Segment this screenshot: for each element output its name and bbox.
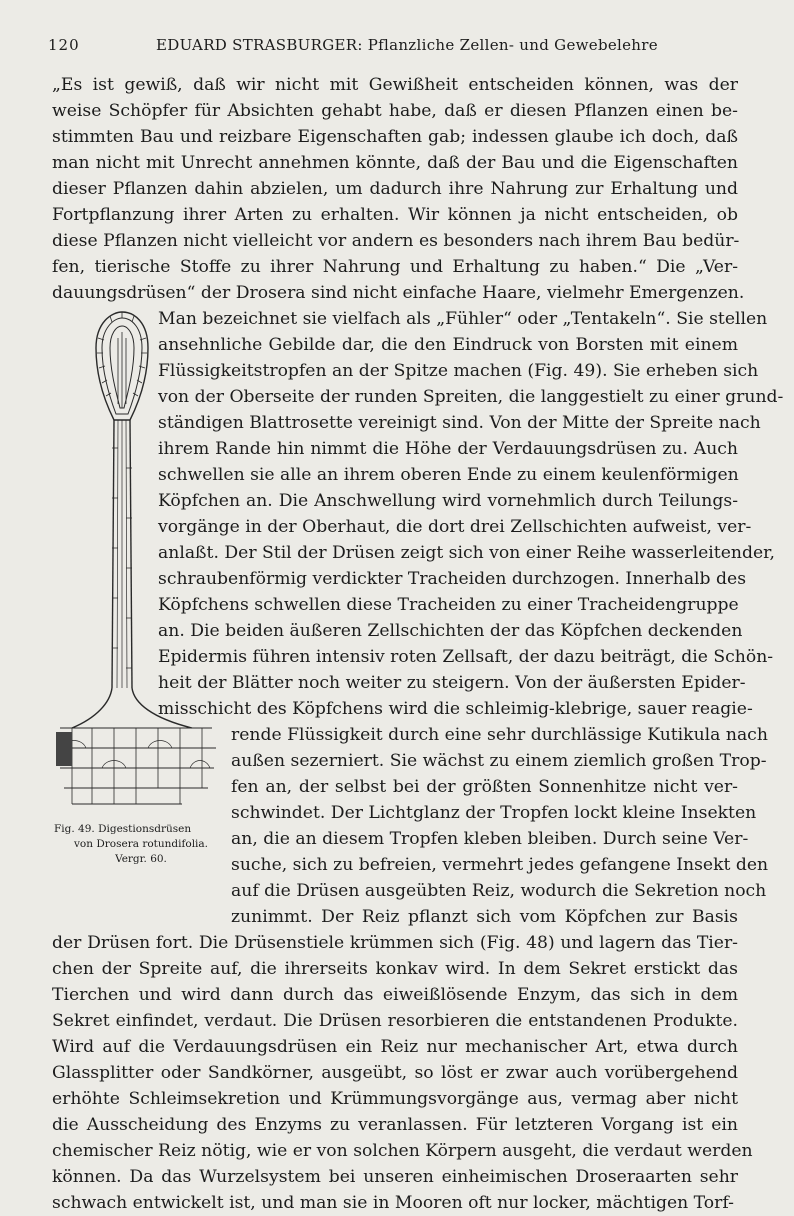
text-line: erhöhte Schleimsekretion und Krümmungsvorgänge aus, vermag aber nicht <box>52 1089 738 1109</box>
caption-line: Vergr. 60. <box>115 853 167 865</box>
text-line: stimmten Bau und reizbare Eigenschaften gab; indessen glaube ich doch, daß <box>52 127 738 147</box>
text-line: fen an, der selbst bei der größten Sonnenhitze nicht ver- <box>231 777 738 797</box>
text-line: Epidermis führen intensiv roten Zellsaft, der dazu beiträgt, die Schön- <box>158 647 774 667</box>
text-line: dauungsdrüsen“ der Drosera sind nicht einfache Haare, vielmehr Emergenzen. <box>52 283 745 303</box>
page-header <box>48 36 746 58</box>
text-line: auf die Drüsen ausgeübten Reiz, wodurch die Sekretion noch <box>231 881 767 901</box>
gland-illustration <box>52 308 228 828</box>
text-line: anlaßt. Der Stil der Drüsen zeigt sich von einer Reihe wasserleitender, <box>158 543 775 563</box>
text-line: schwellen sie alle an ihrem oberen Ende zu einem keulenförmigen <box>158 465 739 485</box>
page-number: 120 <box>48 36 80 54</box>
text-line: Köpfchens schwellen diese Tracheiden zu einer Tracheidengruppe <box>158 595 739 615</box>
text-line: diese Pflanzen nicht vielleicht vor andern es besonders nach ihrem Bau bedür- <box>52 231 740 251</box>
text-line: Wird auf die Verdauungsdrüsen ein Reiz nur mechanischer Art, etwa durch <box>52 1037 738 1057</box>
text-line: Tierchen und wird dann durch das eiweißlösende Enzym, das sich in dem <box>52 985 738 1005</box>
text-line: die Ausscheidung des Enzyms zu veranlassen. Für letzteren Vorgang ist ein <box>52 1115 738 1135</box>
text-line: zunimmt. Der Reiz pflanzt sich vom Köpfchen zur Basis <box>231 907 738 927</box>
text-line: Man bezeichnet sie vielfach als „Fühler“ oder „Tentakeln“. Sie stellen <box>158 309 768 329</box>
text-line: chen der Spreite auf, die ihrerseits konkav wird. In dem Sekret erstickt das <box>52 959 738 979</box>
text-line: an. Die beiden äußeren Zellschichten der das Köpfchen deckenden <box>158 621 743 641</box>
text-line: ansehnliche Gebilde dar, die den Eindruck von Borsten mit einem <box>158 335 738 355</box>
figure-caption <box>54 822 228 867</box>
text-line: von der Oberseite der runden Spreiten, die langgestielt zu einer grund- <box>158 387 784 407</box>
text-line: können. Da das Wurzelsystem bei unseren einheimischen Droseraarten sehr <box>52 1167 738 1187</box>
text-line: „Es ist gewiß, daß wir nicht mit Gewißheit entscheiden können, was der <box>52 75 738 95</box>
text-line: fen, tierische Stoffe zu ihrer Nahrung und Erhaltung zu haben.“ Die „Ver- <box>52 257 738 277</box>
text-line: heit der Blätter noch weiter zu steigern. Von der äußersten Epider- <box>158 673 746 693</box>
text-line: außen sezerniert. Sie wächst zu einem ziemlich großen Trop- <box>231 751 767 771</box>
text-line: an, die an diesem Tropfen kleben bleiben. Durch seine Ver- <box>231 829 749 849</box>
caption-line: von Drosera rotundifolia. <box>73 838 209 850</box>
text-line: misschicht des Köpfchens wird die schleimig-klebrige, sauer reagie- <box>158 699 753 719</box>
text-line: vorgänge in der Oberhaut, die dort drei Zellschichten aufweist, ver- <box>158 517 752 537</box>
text-line: Sekret einfindet, verdaut. Die Drüsen resorbieren die entstandenen Produkte. <box>52 1011 738 1031</box>
text-line: dieser Pflanzen dahin abzielen, um dadurch ihre Nahrung zur Erhaltung und <box>52 179 738 199</box>
text-line: Fortpflanzung ihrer Arten zu erhalten. Wir können ja nicht entscheiden, ob <box>52 205 738 225</box>
text-line: Flüssigkeitstropfen an der Spitze machen (Fig. 49). Sie erheben sich <box>158 361 759 381</box>
text-line: schraubenförmig verdickter Tracheiden durchzogen. Innerhalb des <box>158 569 747 589</box>
text-line: schwach entwickelt ist, und man sie in Mooren oft nur locker, mächtigen Torf- <box>52 1193 734 1213</box>
text-line: Köpfchen an. Die Anschwellung wird vornehmlich durch Teilungs- <box>158 491 738 511</box>
text-line: Glassplitter oder Sandkörner, ausgeübt, so löst er zwar auch vorübergehend <box>52 1063 738 1083</box>
text-line: ständigen Blattrosette vereinigt sind. Von der Mitte der Spreite nach <box>158 413 761 433</box>
text-line: weise Schöpfer für Absichten gehabt habe, daß er diesen Pflanzen einen be- <box>52 101 738 121</box>
caption-line: Fig. 49. Digestionsdrüsen <box>54 823 192 835</box>
figure-drosera-gland <box>52 308 228 828</box>
text-line: schwindet. Der Lichtglanz der Tropfen lockt kleine Insekten <box>231 803 757 823</box>
text-line: man nicht mit Unrecht annehmen könnte, daß der Bau und die Eigenschaften <box>52 153 738 173</box>
text-line: ihrem Rande hin nimmt die Höhe der Verdauungsdrüsen zu. Auch <box>158 439 738 459</box>
text-line: suche, sich zu befreien, vermehrt jedes gefangene Insekt den <box>231 855 769 875</box>
text-line: der Drüsen fort. Die Drüsenstiele krümmen sich (Fig. 48) und lagern das Tier- <box>52 933 738 953</box>
running-head: EDUARD STRASBURGER: Pflanzliche Zellen- und Gewebelehre <box>156 36 658 54</box>
text-line: rende Flüssigkeit durch eine sehr durchlässige Kutikula nach <box>231 725 768 745</box>
text-line: chemischer Reiz nötig, wie er von solchen Körpern ausgeht, die verdaut werden <box>52 1141 753 1161</box>
